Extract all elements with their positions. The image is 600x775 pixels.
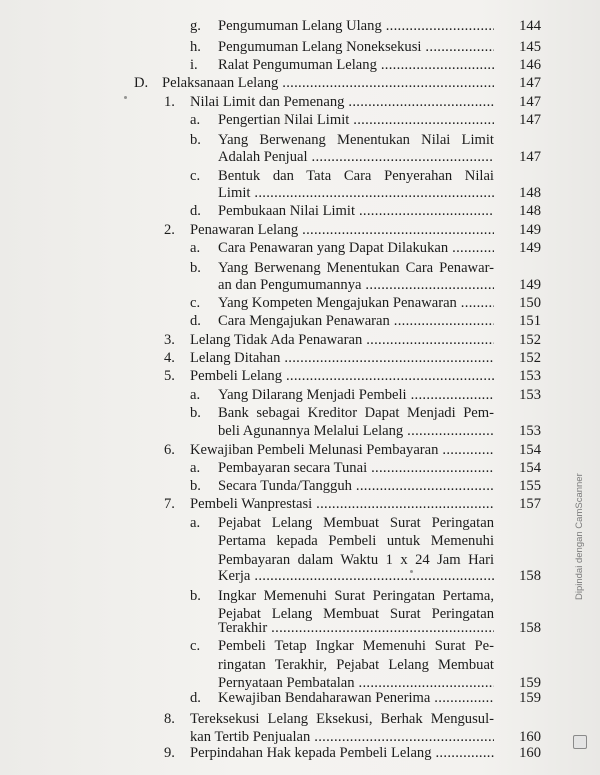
toc-label: c.: [190, 168, 201, 184]
toc-entry: Terakhir .....: [218, 618, 494, 638]
toc-page-number: 148: [519, 203, 541, 219]
toc-line: [0, 531, 600, 551]
toc-label: a.: [190, 112, 201, 128]
toc-line: [0, 636, 600, 656]
toc-entry: Pembukaan Nilai Limit .....: [218, 201, 494, 221]
toc-line: [0, 366, 600, 386]
toc-page-number: 160: [519, 729, 541, 745]
toc-entry: Lelang Tidak Ada Penawaran .....: [190, 330, 494, 350]
toc-line: [0, 513, 600, 533]
toc-page-number: 149: [519, 222, 541, 238]
toc-entry: Ralat Pengumuman Lelang .....: [218, 55, 494, 75]
toc-label: 5.: [164, 368, 175, 384]
toc-page-number: 158: [519, 568, 541, 584]
toc-line: [0, 566, 600, 586]
toc-line: [0, 348, 600, 368]
toc-line: [0, 476, 600, 496]
toc-page-number: 148: [519, 185, 541, 201]
toc-line: [0, 37, 600, 57]
toc-entry: Pejabat Lelang Membuat Surat Peringatan: [218, 515, 494, 531]
toc-label: g.: [190, 18, 201, 34]
toc-entry: Yang Berwenang Menentukan Nilai Limit: [218, 132, 494, 148]
toc-entry: Pertama kepada Pembeli untuk Memenuhi: [218, 533, 494, 549]
toc-line: [0, 330, 600, 350]
toc-line: [0, 147, 600, 167]
toc-entry: Pengumuman Lelang Ulang .....: [218, 16, 494, 36]
toc-page-number: 154: [519, 460, 541, 476]
toc-entry: an dan Pengumumannya .....: [218, 275, 494, 295]
toc-line: [0, 92, 600, 112]
toc-line: [0, 743, 600, 763]
toc-entry: beli Agunannya Melalui Lelang .....: [218, 421, 494, 441]
toc-entry: Kewajiban Bendaharawan Penerima .....: [218, 688, 494, 708]
camscanner-logo: [573, 735, 587, 749]
toc-page-number: 159: [519, 690, 541, 706]
toc-entry: Pembeli Lelang .....: [190, 366, 494, 386]
toc-page-number: 152: [519, 332, 541, 348]
toc-line: [0, 220, 600, 240]
toc-label: 1.: [164, 94, 175, 110]
toc-line: [0, 494, 600, 514]
toc-entry: Perpindahan Hak kepada Pembeli Lelang .....: [190, 743, 494, 763]
toc-line: [0, 655, 600, 675]
toc-page-number: 147: [519, 75, 541, 91]
toc-entry: Cara Penawaran yang Dapat Dilakukan .....: [218, 238, 494, 258]
toc-entry: Kerja .....: [218, 566, 494, 586]
toc-line: [0, 421, 600, 441]
toc-entry: Pembayaran dalam Waktu 1 x 24 Jam Hari: [218, 552, 494, 568]
toc-entry: Secara Tunda/Tangguh .....: [218, 476, 494, 496]
toc-line: [0, 275, 600, 295]
toc-entry: Pengumuman Lelang Noneksekusi .....: [218, 37, 494, 57]
toc-line: [0, 586, 600, 606]
scan-speck: [410, 570, 413, 573]
toc-entry: Yang Dilarang Menjadi Pembeli .....: [218, 385, 494, 405]
toc-page-number: 147: [519, 149, 541, 165]
toc-page-number: 155: [519, 478, 541, 494]
toc-page-number: 158: [519, 620, 541, 636]
toc-page-number: 160: [519, 745, 541, 761]
toc-entry: Bentuk dan Tata Cara Penyerahan Nilai: [218, 168, 494, 184]
toc-page-number: 147: [519, 112, 541, 128]
toc-label: D.: [134, 75, 149, 91]
toc-page-number: 151: [519, 313, 541, 329]
toc-label: d.: [190, 690, 201, 706]
toc-entry: Adalah Penjual .....: [218, 147, 494, 167]
toc-label: 9.: [164, 745, 175, 761]
toc-label: 2.: [164, 222, 175, 238]
toc-label: b.: [190, 260, 201, 276]
toc-label: c.: [190, 638, 201, 654]
toc-line: [0, 238, 600, 258]
toc-label: a.: [190, 515, 201, 531]
scan-speck: [124, 96, 127, 99]
toc-label: a.: [190, 460, 201, 476]
toc-entry: kan Tertib Penjualan .....: [190, 727, 494, 747]
toc-entry: Pengertian Nilai Limit .....: [218, 110, 494, 130]
toc-entry: Limit .....: [218, 183, 494, 203]
toc-page-number: 146: [519, 57, 541, 73]
toc-entry: Cara Mengajukan Penawaran .....: [218, 311, 494, 331]
toc-label: b.: [190, 405, 201, 421]
toc-line: [0, 311, 600, 331]
toc-entry: Pembeli Wanprestasi .....: [190, 494, 494, 514]
toc-entry: Yang Kompeten Mengajukan Penawaran .....: [218, 293, 494, 313]
toc-page-number: 153: [519, 423, 541, 439]
toc-line: [0, 16, 600, 36]
toc-line: [0, 618, 600, 638]
toc-label: 4.: [164, 350, 175, 366]
toc-label: a.: [190, 240, 201, 256]
toc-page-number: 149: [519, 240, 541, 256]
toc-label: h.: [190, 39, 201, 55]
toc-entry: Ingkar Memenuhi Surat Peringatan Pertama,: [218, 588, 494, 604]
toc-label: 8.: [164, 711, 175, 727]
toc-line: [0, 440, 600, 460]
toc-line: [0, 709, 600, 729]
toc-label: b.: [190, 132, 201, 148]
toc-line: [0, 73, 600, 93]
toc-label: 3.: [164, 332, 175, 348]
toc-entry: Penawaran Lelang .....: [190, 220, 494, 240]
toc-entry: Pembayaran secara Tunai .....: [218, 458, 494, 478]
toc-line: [0, 385, 600, 405]
toc-line: [0, 201, 600, 221]
toc-label: c.: [190, 295, 201, 311]
toc-line: [0, 110, 600, 130]
toc-page-number: 153: [519, 387, 541, 403]
toc-entry: Nilai Limit dan Pemenang .....: [190, 92, 494, 112]
toc-line: [0, 183, 600, 203]
toc-entry: Lelang Ditahan .....: [190, 348, 494, 368]
toc-line: [0, 458, 600, 478]
toc-label: d.: [190, 313, 201, 329]
toc-page-number: 159: [519, 675, 541, 691]
toc-label: b.: [190, 478, 201, 494]
toc-page-number: 150: [519, 295, 541, 311]
toc-label: 7.: [164, 496, 175, 512]
toc-entry: ringatan Terakhir, Pejabat Lelang Membuat: [218, 657, 494, 673]
scanner-watermark: Dipindai dengan CamScanner: [574, 473, 585, 600]
toc-label: 6.: [164, 442, 175, 458]
toc-entry: Tereksekusi Lelang Eksekusi, Berhak Mengusul-: [190, 711, 494, 727]
toc-label: b.: [190, 588, 201, 604]
toc-label: i.: [190, 57, 198, 73]
toc-entry: Pembeli Tetap Ingkar Memenuhi Surat Pe-: [218, 638, 494, 654]
toc-entry: Kewajiban Pembeli Melunasi Pembayaran .....: [190, 440, 494, 460]
toc-page-number: 144: [519, 18, 541, 34]
toc-entry: Bank sebagai Kreditor Dapat Menjadi Pem-: [218, 405, 494, 421]
toc-entry: Pelaksanaan Lelang .....: [162, 73, 494, 93]
toc-page-number: 145: [519, 39, 541, 55]
toc-line: [0, 403, 600, 423]
toc-page-number: 149: [519, 277, 541, 293]
toc-line: [0, 293, 600, 313]
toc-line: [0, 55, 600, 75]
toc-label: a.: [190, 387, 201, 403]
toc-page-number: 157: [519, 496, 541, 512]
toc-label: d.: [190, 203, 201, 219]
toc-page-number: 154: [519, 442, 541, 458]
toc-page-number: 147: [519, 94, 541, 110]
toc-page-number: 152: [519, 350, 541, 366]
toc-entry: Pejabat Lelang Membuat Surat Peringatan: [218, 606, 494, 622]
toc-entry: Yang Berwenang Menentukan Cara Penawar-: [218, 260, 494, 276]
toc-entry: Pernyataan Pembatalan .....: [218, 673, 494, 693]
toc-page-number: 153: [519, 368, 541, 384]
toc-line: [0, 688, 600, 708]
